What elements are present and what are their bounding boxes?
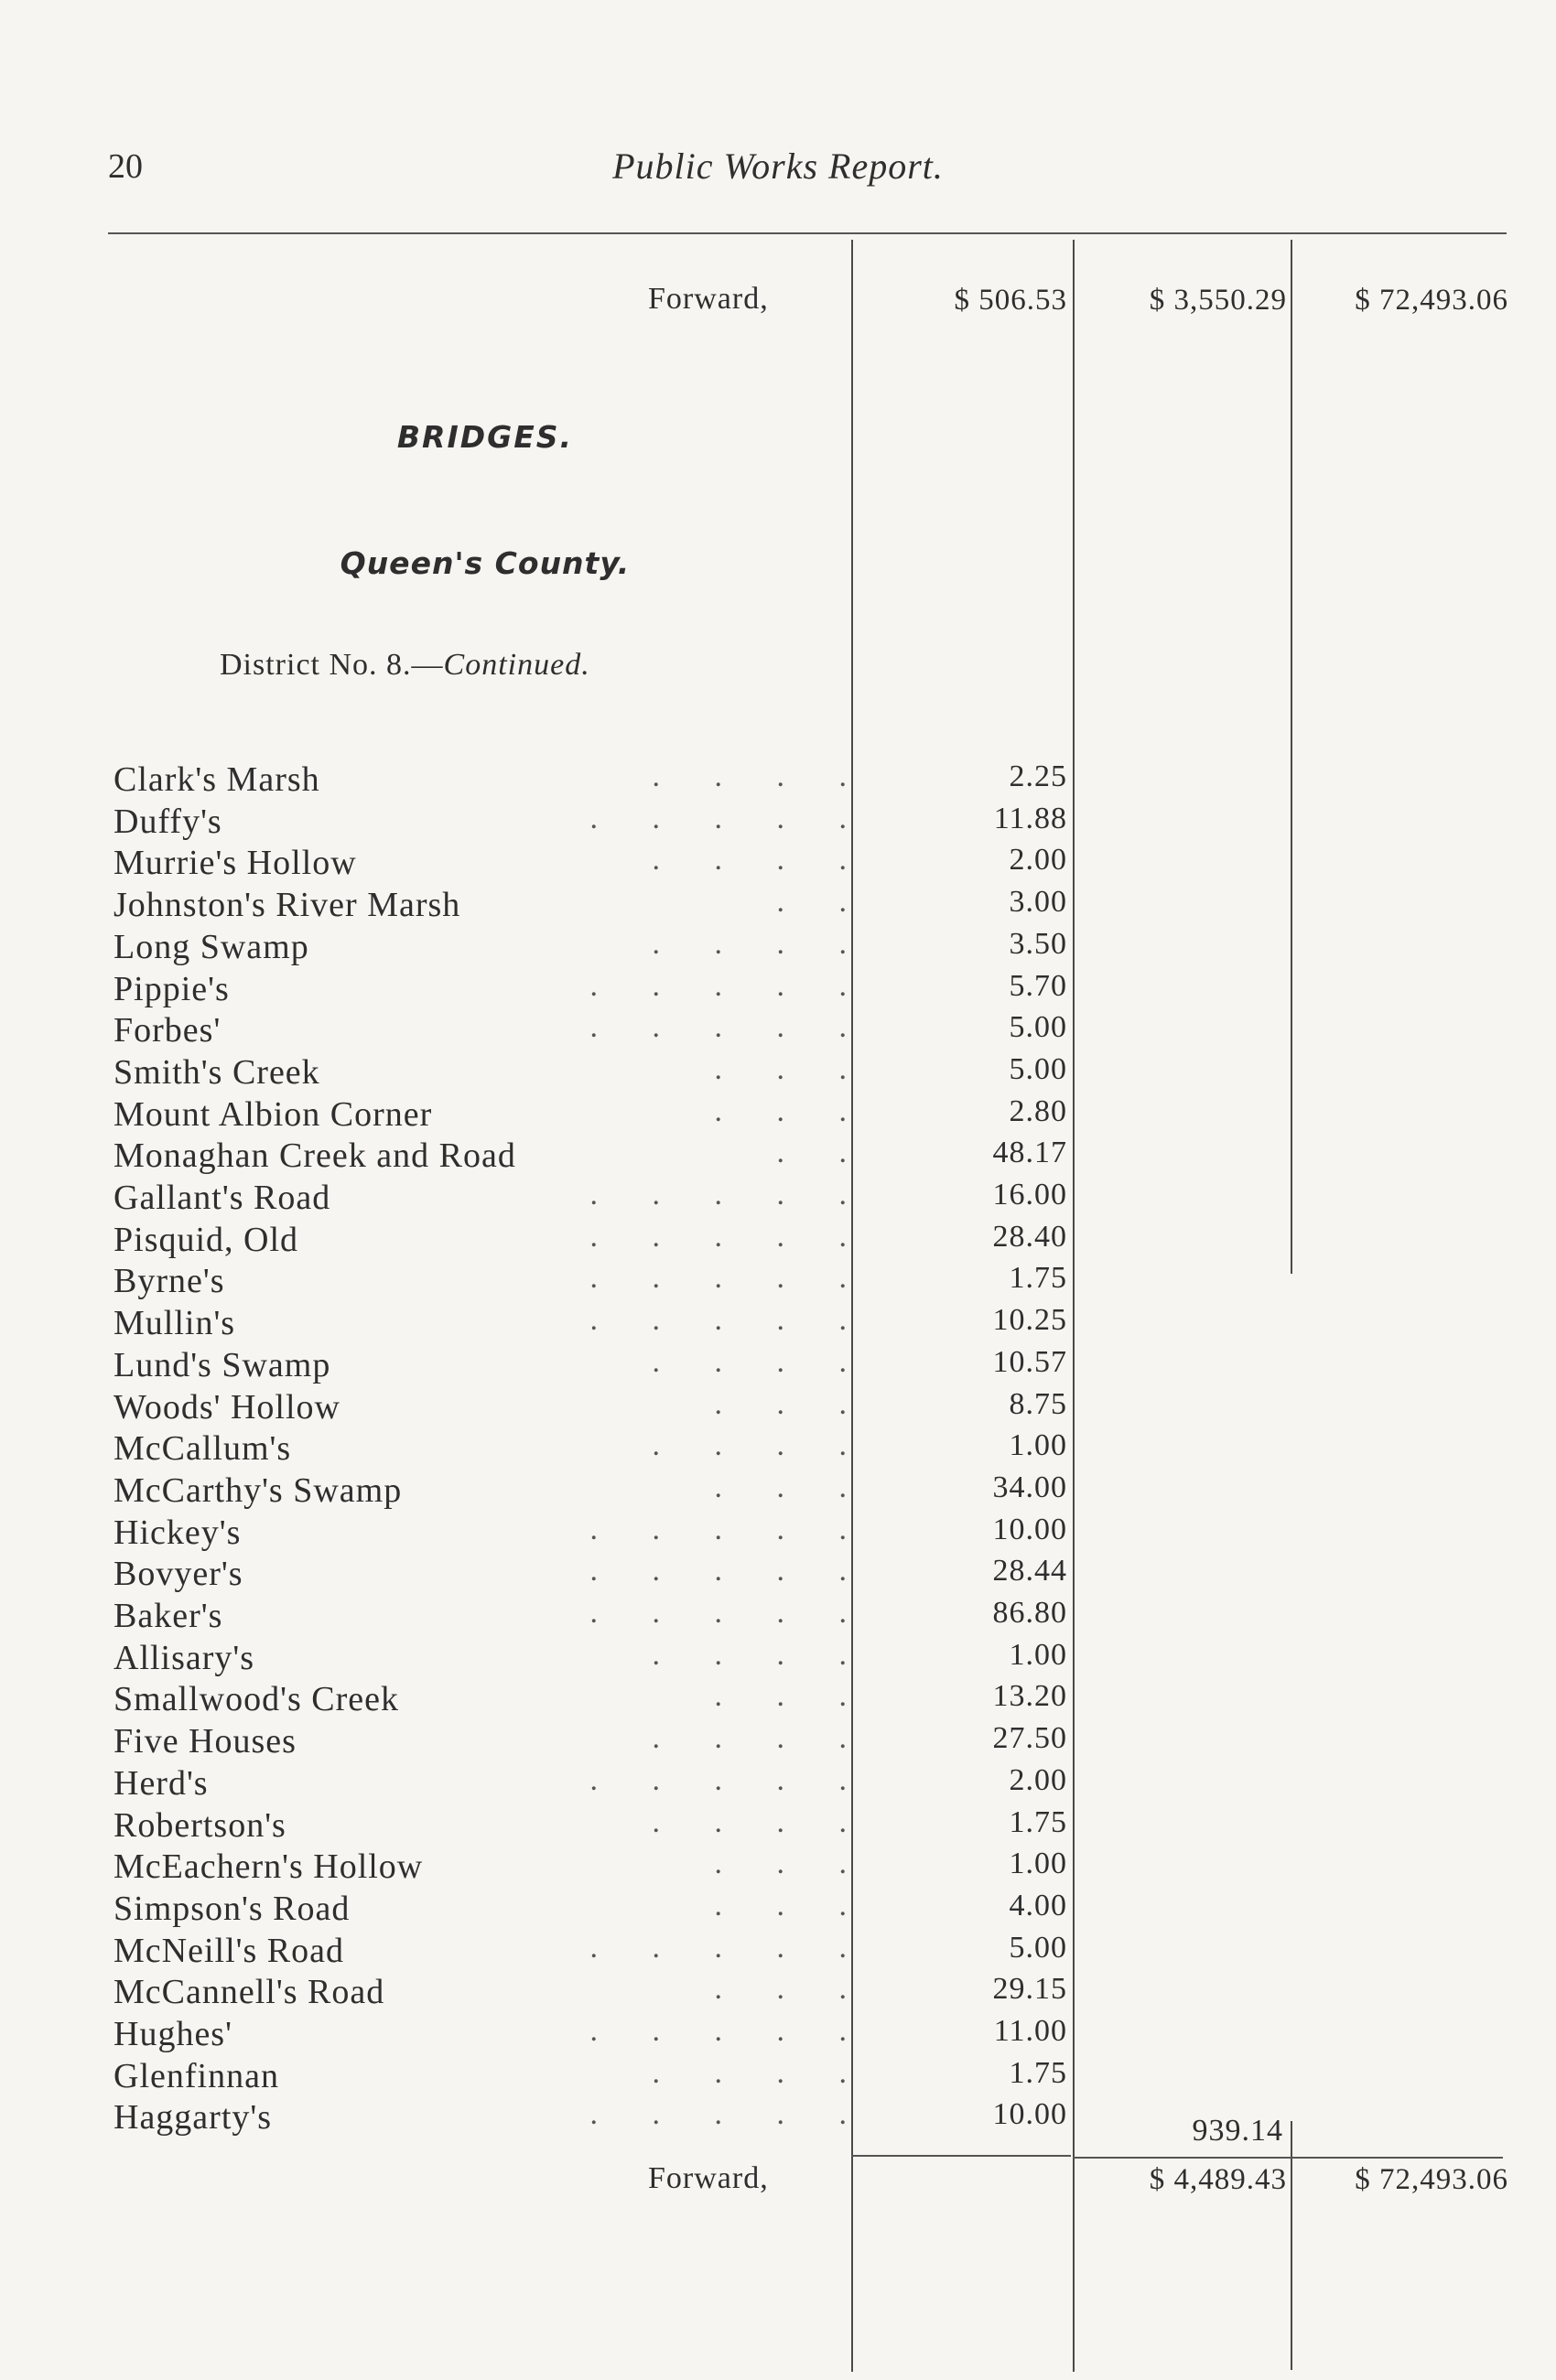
row-name: Mullin's — [113, 1304, 236, 1343]
leader-dots: . . . . . — [589, 1010, 847, 1045]
leader-dots: . . . . . — [589, 1930, 847, 1965]
row-name: Smith's Creek — [113, 1052, 320, 1092]
row-amount: 10.00 — [992, 2097, 1067, 2132]
row-name: McEachern's Hollow — [113, 1847, 424, 1887]
leader-dots: . . . — [629, 1888, 847, 1922]
section-title: BRIDGES. — [396, 419, 574, 455]
row-amount: 1.75 — [1009, 2055, 1067, 2090]
row-name: Pisquid, Old — [113, 1220, 299, 1259]
row-name: Hickey's — [113, 1513, 242, 1552]
row-name: Monaghan Creek and Road — [113, 1136, 516, 1176]
leader-dots: . . . . — [629, 1344, 847, 1379]
leader-dots: . . . . . — [567, 1303, 847, 1338]
row-amount: 11.88 — [993, 801, 1067, 835]
forward-label-top: Forward, — [648, 282, 769, 316]
leader-dots: . . . . . — [589, 1596, 847, 1630]
row-name: Murrie's Hollow — [113, 844, 357, 883]
table-row — [0, 1094, 1556, 1136]
table-row — [0, 843, 1556, 885]
table-row — [0, 1679, 1556, 1721]
row-amount: 11.00 — [993, 2014, 1067, 2048]
row-amount: 86.80 — [992, 1596, 1067, 1630]
row-amount: 10.25 — [992, 1303, 1067, 1338]
forward-top-col3: $ 72,493.06 — [1355, 284, 1508, 317]
leader-dots: . . . — [629, 1679, 847, 1714]
district-title — [220, 648, 590, 683]
row-amount: 29.15 — [992, 1972, 1067, 2007]
table-row — [0, 2056, 1556, 2098]
row-name: Baker's — [113, 1597, 223, 1635]
page-number: 20 — [108, 147, 143, 186]
row-name: Forbes' — [113, 1011, 222, 1050]
row-name: McCannell's Road — [113, 1973, 385, 2012]
leader-dots: . . . . — [652, 1804, 847, 1839]
table-row — [0, 927, 1556, 969]
total-rule-left — [851, 2155, 1071, 2157]
row-name: Glenfinnan — [113, 2056, 279, 2095]
row-name: Byrne's — [113, 1262, 225, 1301]
table-row — [0, 1010, 1556, 1052]
district-total: 939.14 — [1192, 2114, 1283, 2148]
forward-bottom-col2: $ 4,489.43 — [1149, 2163, 1287, 2196]
leader-dots: . . . . . — [589, 2097, 847, 2132]
row-name: Herd's — [113, 1763, 209, 1803]
row-amount: 1.75 — [1009, 1804, 1067, 1839]
row-amount: 1.00 — [1009, 1637, 1067, 1672]
table-row — [0, 1470, 1556, 1513]
row-name: McCarthy's Swamp — [113, 1470, 403, 1510]
row-name: Allisary's — [113, 1638, 255, 1677]
leader-dots: . . . — [629, 1051, 847, 1086]
row-amount: 13.20 — [992, 1679, 1067, 1714]
leader-dots: . . . . . — [567, 801, 847, 835]
row-name: Pippie's — [113, 969, 230, 1008]
row-amount: 1.00 — [1009, 1847, 1067, 1881]
row-amount: 2.00 — [1009, 1762, 1067, 1797]
row-name: Johnston's River Marsh — [113, 886, 461, 925]
table-row — [0, 1052, 1556, 1094]
table-row — [0, 1763, 1556, 1805]
leader-dots: . . — [660, 1136, 847, 1170]
leader-dots: . . . — [629, 1470, 847, 1504]
table-row — [0, 2014, 1556, 2056]
row-amount: 28.40 — [992, 1219, 1067, 1254]
table-row — [0, 1931, 1556, 1973]
leader-dots: . . — [652, 885, 847, 920]
leader-dots: . . . . . — [589, 1178, 847, 1212]
row-amount: 34.00 — [992, 1470, 1067, 1504]
row-amount: 4.00 — [1009, 1888, 1067, 1922]
leader-dots: . . . . . — [589, 1512, 847, 1546]
row-name: Hughes' — [113, 2015, 232, 2053]
leader-dots: . . . . — [629, 1637, 847, 1672]
leader-dots: . . . — [629, 1847, 847, 1881]
table-row — [0, 1345, 1556, 1387]
forward-top-col2: $ 3,550.29 — [1149, 284, 1287, 317]
row-amount: 10.57 — [992, 1344, 1067, 1379]
row-amount: 2.80 — [1009, 1093, 1067, 1128]
row-name: Clark's Marsh — [113, 760, 320, 799]
district-continued: Continued. — [443, 648, 590, 682]
row-amount: 10.00 — [992, 1512, 1067, 1546]
leader-dots: . . . . — [629, 1428, 847, 1463]
table-row — [0, 1596, 1556, 1638]
leader-dots: . . . . — [652, 1721, 847, 1756]
row-amount: 3.00 — [1009, 885, 1067, 920]
row-amount: 5.00 — [1009, 1010, 1067, 1045]
row-name: Robertson's — [113, 1805, 286, 1845]
row-amount: 27.50 — [992, 1721, 1067, 1756]
row-name: McCallum's — [113, 1429, 292, 1469]
table-row — [0, 1136, 1556, 1178]
leader-dots: . . . — [629, 1972, 847, 2007]
row-name: Bovyer's — [113, 1555, 243, 1594]
leader-dots: . . . . . — [589, 1219, 847, 1254]
table-row — [0, 1513, 1556, 1555]
leader-dots: . . . . — [652, 843, 847, 878]
leader-dots: . . . . — [652, 759, 847, 793]
leader-dots: . . . . . — [589, 1261, 847, 1296]
table-row — [0, 2097, 1556, 2139]
table-row — [0, 1847, 1556, 1889]
forward-top-col1: $ 506.53 — [954, 284, 1067, 317]
row-name: Duffy's — [113, 802, 222, 841]
table-row — [0, 1972, 1556, 2014]
header-rule — [108, 232, 1507, 234]
leader-dots: . . . — [629, 1093, 847, 1128]
row-name: Woods' Hollow — [113, 1387, 340, 1427]
forward-bottom-col3: $ 72,493.06 — [1355, 2163, 1508, 2196]
leader-dots: . . . . . — [589, 1762, 847, 1797]
table-row — [0, 1889, 1556, 1931]
table-row — [0, 1428, 1556, 1470]
row-amount: 48.17 — [992, 1136, 1067, 1170]
row-name: Mount Albion Corner — [113, 1094, 433, 1134]
row-name: Haggarty's — [113, 2098, 273, 2138]
row-amount: 1.75 — [1009, 1261, 1067, 1296]
table-row — [0, 1554, 1556, 1596]
row-amount: 3.50 — [1009, 926, 1067, 961]
leader-dots: . . . . . — [567, 968, 847, 1003]
row-name: Gallant's Road — [113, 1179, 331, 1217]
table-row — [0, 1721, 1556, 1763]
row-name: Five Houses — [113, 1722, 297, 1761]
row-amount: 5.00 — [1009, 1930, 1067, 1965]
table-row — [0, 1387, 1556, 1429]
forward-label-bottom: Forward, — [648, 2161, 769, 2195]
leader-dots: . . . . . — [567, 1554, 847, 1588]
table-row — [0, 1303, 1556, 1345]
table-row — [0, 1220, 1556, 1262]
row-amount: 2.00 — [1009, 843, 1067, 878]
table-row — [0, 885, 1556, 927]
row-name: McNeill's Road — [113, 1931, 344, 1970]
row-amount: 28.44 — [992, 1554, 1067, 1588]
table-row — [0, 1178, 1556, 1220]
table-row — [0, 969, 1556, 1011]
row-name: Simpson's Road — [113, 1889, 351, 1928]
row-amount: 1.00 — [1009, 1428, 1067, 1463]
leader-dots: . . . . — [629, 926, 847, 961]
running-head: Public Works Report. — [612, 145, 944, 187]
leader-dots: . . . . — [652, 2055, 847, 2090]
table-row — [0, 802, 1556, 844]
row-amount: 5.00 — [1009, 1051, 1067, 1086]
row-name: Long Swamp — [113, 927, 309, 966]
row-amount: 2.25 — [1009, 759, 1067, 793]
table-row — [0, 1805, 1556, 1847]
row-name: Lund's Swamp — [113, 1345, 331, 1384]
table-row — [0, 759, 1556, 802]
table-row — [0, 1261, 1556, 1303]
county-title: Queen's County. — [340, 545, 631, 581]
leader-dots: . . . — [629, 1386, 847, 1421]
total-rule-right — [1073, 2157, 1503, 2159]
row-amount: 16.00 — [992, 1178, 1067, 1212]
row-amount: 5.70 — [1009, 968, 1067, 1003]
leader-dots: . . . . . — [567, 2014, 847, 2048]
row-name: Smallwood's Creek — [113, 1680, 399, 1719]
district-label: District No. 8.— — [220, 648, 444, 682]
row-amount: 8.75 — [1009, 1386, 1067, 1421]
table-row — [0, 1638, 1556, 1680]
